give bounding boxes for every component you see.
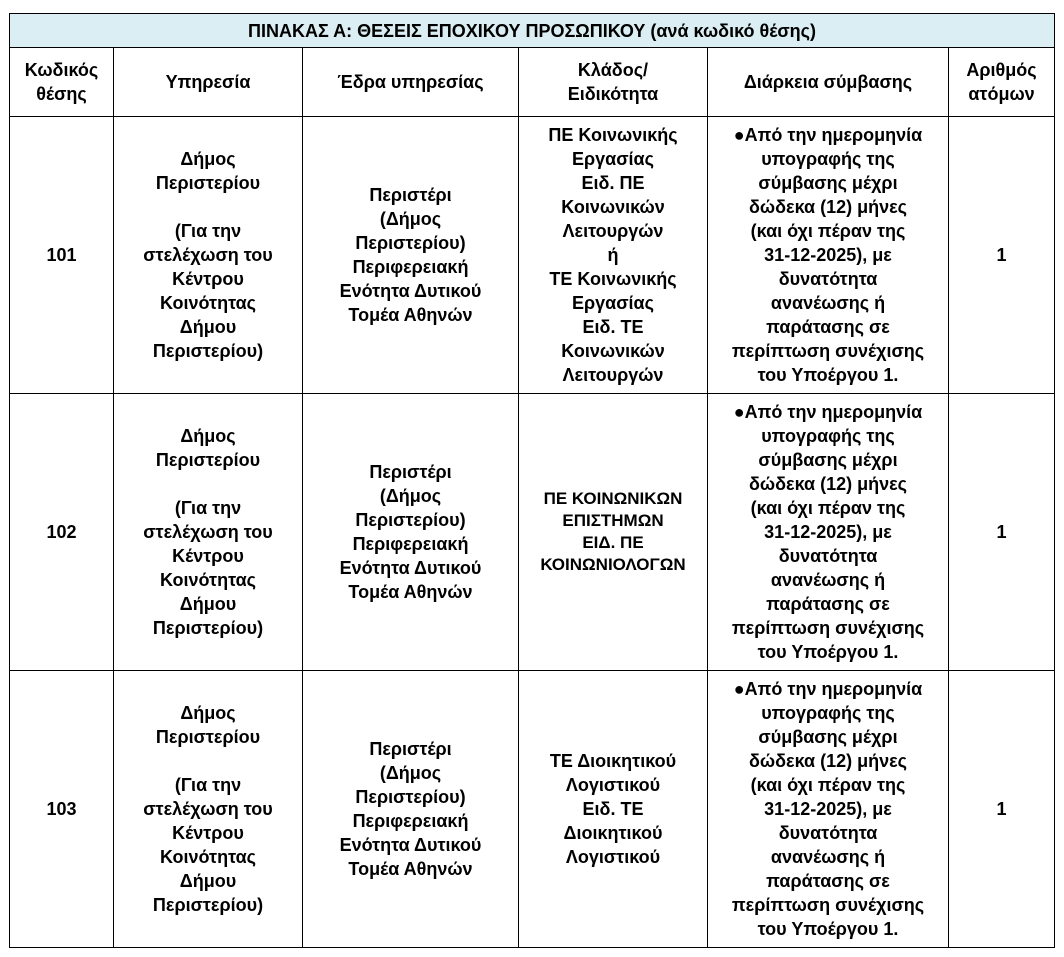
table-row [10,394,1055,671]
positions-table [9,13,1055,948]
cell-duration: ●Από την ημερομηνία υπογραφής της σύμβασης μέχρι δώδεκα (12) μήνες (και όχι πέραν της 31-12-2025), με δυνατότητα ανανέωσης ή παράτασης σε περίπτωση συνέχισης του Υποέργου 1. [708,117,949,394]
header-branch: Κλάδος/ Ειδικότητα [519,48,708,117]
positions-table-wrapper [9,13,1054,948]
header-seat: Έδρα υπηρεσίας [303,48,519,117]
cell-count: 1 [949,117,1055,394]
cell-count: 1 [949,671,1055,948]
header-code: Κωδικός θέσης [10,48,114,117]
header-service: Υπηρεσία [114,48,303,117]
cell-count: 1 [949,394,1055,671]
table-title: ΠΙΝΑΚΑΣ Α: ΘΕΣΕΙΣ ΕΠΟΧΙΚΟΥ ΠΡΟΣΩΠΙΚΟΥ (ανά κωδικό θέσης) [10,14,1055,48]
cell-duration: ●Από την ημερομηνία υπογραφής της σύμβασης μέχρι δώδεκα (12) μήνες (και όχι πέραν της 31-12-2025), με δυνατότητα ανανέωσης ή παράτασης σε περίπτωση συνέχισης του Υποέργου 1. [708,671,949,948]
cell-code: 101 [10,117,114,394]
cell-branch: ΠΕ ΚΟΙΝΩΝΙΚΩΝ ΕΠΙΣΤΗΜΩΝ ΕΙΔ. ΠΕ ΚΟΙΝΩΝΙΟΛΟΓΩΝ [519,394,708,671]
table-row [10,117,1055,394]
cell-seat: Περιστέρι (Δήμος Περιστερίου) Περιφερειακή Ενότητα Δυτικού Τομέα Αθηνών [303,394,519,671]
cell-service: Δήμος Περιστερίου (Για την στελέχωση του Κέντρου Κοινότητας Δήμου Περιστερίου) [114,671,303,948]
cell-code: 103 [10,671,114,948]
cell-seat: Περιστέρι (Δήμος Περιστερίου) Περιφερειακή Ενότητα Δυτικού Τομέα Αθηνών [303,117,519,394]
cell-branch: ΠΕ Κοινωνικής Εργασίας Ειδ. ΠΕ Κοινωνικών Λειτουργών ή ΤΕ Κοινωνικής Εργασίας Ειδ. ΤΕ Κοινωνικών Λειτουργών [519,117,708,394]
table-title-row [10,14,1055,48]
cell-seat: Περιστέρι (Δήμος Περιστερίου) Περιφερειακή Ενότητα Δυτικού Τομέα Αθηνών [303,671,519,948]
table-header-row [10,48,1055,117]
cell-service: Δήμος Περιστερίου (Για την στελέχωση του Κέντρου Κοινότητας Δήμου Περιστερίου) [114,394,303,671]
cell-branch: ΤΕ Διοικητικού Λογιστικού Ειδ. ΤΕ Διοικητικού Λογιστικού [519,671,708,948]
cell-service: Δήμος Περιστερίου (Για την στελέχωση του Κέντρου Κοινότητας Δήμου Περιστερίου) [114,117,303,394]
cell-duration: ●Από την ημερομηνία υπογραφής της σύμβασης μέχρι δώδεκα (12) μήνες (και όχι πέραν της 31-12-2025), με δυνατότητα ανανέωσης ή παράτασης σε περίπτωση συνέχισης του Υποέργου 1. [708,394,949,671]
header-duration: Διάρκεια σύμβασης [708,48,949,117]
header-count: Αριθμός ατόμων [949,48,1055,117]
cell-code: 102 [10,394,114,671]
table-row [10,671,1055,948]
